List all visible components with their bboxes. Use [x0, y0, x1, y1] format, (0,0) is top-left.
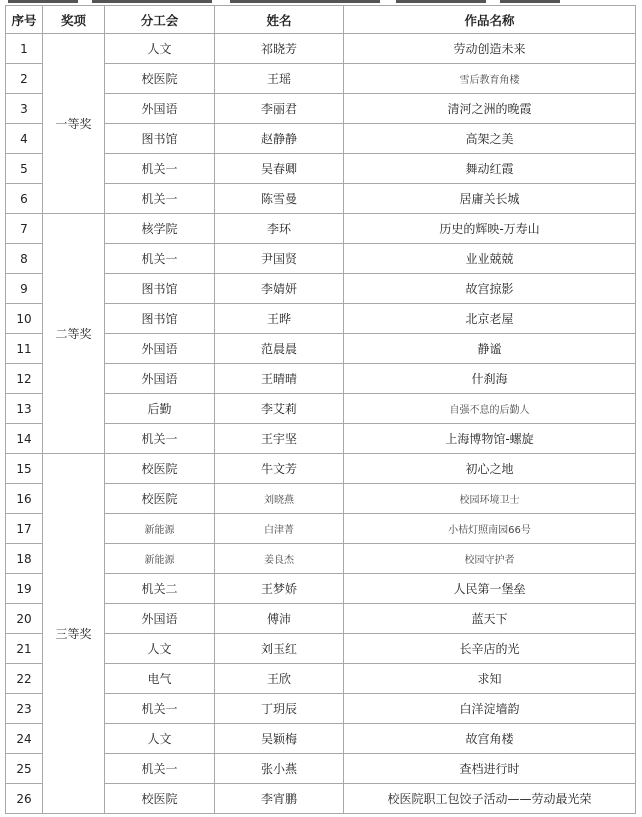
work-title: 蓝天下 [344, 604, 636, 634]
union-branch: 新能源 [105, 514, 215, 544]
person-name: 刘晓燕 [215, 484, 344, 514]
person-name: 刘玉红 [215, 634, 344, 664]
header-row [6, 6, 636, 34]
row-number: 25 [6, 754, 43, 784]
row-number: 2 [6, 64, 43, 94]
work-title: 舞动红霞 [344, 154, 636, 184]
union-branch: 新能源 [105, 544, 215, 574]
row-number: 23 [6, 694, 43, 724]
header-work: 作品名称 [344, 6, 636, 34]
work-title: 雪后教育角楼 [344, 64, 636, 94]
row-number: 26 [6, 784, 43, 814]
work-title: 北京老屋 [344, 304, 636, 334]
person-name: 吴春卿 [215, 154, 344, 184]
person-name: 赵静静 [215, 124, 344, 154]
work-title: 自强不息的后勤人 [344, 394, 636, 424]
union-branch: 外国语 [105, 364, 215, 394]
awards-table [5, 5, 636, 814]
union-branch: 机关一 [105, 424, 215, 454]
work-title: 求知 [344, 664, 636, 694]
row-number: 16 [6, 484, 43, 514]
union-branch: 校医院 [105, 454, 215, 484]
cropped-text-strip [0, 0, 642, 4]
person-name: 白津菁 [215, 514, 344, 544]
person-name: 王欣 [215, 664, 344, 694]
union-branch: 机关二 [105, 574, 215, 604]
work-title: 故宫角楼 [344, 724, 636, 754]
work-title: 劳动创造未来 [344, 34, 636, 64]
row-number: 22 [6, 664, 43, 694]
person-name: 王晔 [215, 304, 344, 334]
work-title: 小桔灯照南园66号 [344, 514, 636, 544]
union-branch: 机关一 [105, 244, 215, 274]
person-name: 祁晓芳 [215, 34, 344, 64]
person-name: 陈雪曼 [215, 184, 344, 214]
union-branch: 外国语 [105, 604, 215, 634]
union-branch: 人文 [105, 34, 215, 64]
work-title: 白洋淀墙韵 [344, 694, 636, 724]
person-name: 李宵鹏 [215, 784, 344, 814]
table-row [6, 214, 636, 244]
work-title: 校医院职工包饺子活动——劳动最光荣 [344, 784, 636, 814]
union-branch: 校医院 [105, 64, 215, 94]
work-title: 上海博物馆-螺旋 [344, 424, 636, 454]
union-branch: 校医院 [105, 484, 215, 514]
row-number: 8 [6, 244, 43, 274]
union-branch: 核学院 [105, 214, 215, 244]
row-number: 18 [6, 544, 43, 574]
row-number: 7 [6, 214, 43, 244]
work-title: 校园环境卫士 [344, 484, 636, 514]
work-title: 查档进行时 [344, 754, 636, 784]
union-branch: 校医院 [105, 784, 215, 814]
union-branch: 图书馆 [105, 304, 215, 334]
person-name: 傅沛 [215, 604, 344, 634]
row-number: 3 [6, 94, 43, 124]
header-award: 奖项 [43, 6, 105, 34]
row-number: 12 [6, 364, 43, 394]
row-number: 21 [6, 634, 43, 664]
row-number: 20 [6, 604, 43, 634]
person-name: 吴颖梅 [215, 724, 344, 754]
header-unit: 分工会 [105, 6, 215, 34]
union-branch: 机关一 [105, 184, 215, 214]
person-name: 李丽君 [215, 94, 344, 124]
row-number: 5 [6, 154, 43, 184]
union-branch: 电气 [105, 664, 215, 694]
row-number: 6 [6, 184, 43, 214]
union-branch: 人文 [105, 724, 215, 754]
person-name: 王宇坚 [215, 424, 344, 454]
work-title: 长辛店的光 [344, 634, 636, 664]
row-number: 13 [6, 394, 43, 424]
union-branch: 图书馆 [105, 124, 215, 154]
person-name: 王晴晴 [215, 364, 344, 394]
work-title: 故宫掠影 [344, 274, 636, 304]
union-branch: 机关一 [105, 754, 215, 784]
award-level: 二等奖 [43, 214, 105, 454]
header-no: 序号 [6, 6, 43, 34]
header-name: 姓名 [215, 6, 344, 34]
person-name: 范晨晨 [215, 334, 344, 364]
union-branch: 后勤 [105, 394, 215, 424]
person-name: 王梦娇 [215, 574, 344, 604]
row-number: 10 [6, 304, 43, 334]
person-name: 李婧妍 [215, 274, 344, 304]
work-title: 什刹海 [344, 364, 636, 394]
person-name: 丁玥辰 [215, 694, 344, 724]
person-name: 姜良杰 [215, 544, 344, 574]
work-title: 居庸关长城 [344, 184, 636, 214]
work-title: 校园守护者 [344, 544, 636, 574]
work-title: 历史的辉映-万寿山 [344, 214, 636, 244]
union-branch: 外国语 [105, 334, 215, 364]
work-title: 人民第一堡垒 [344, 574, 636, 604]
work-title: 高架之美 [344, 124, 636, 154]
union-branch: 外国语 [105, 94, 215, 124]
person-name: 李环 [215, 214, 344, 244]
row-number: 4 [6, 124, 43, 154]
work-title: 清河之洲的晚霞 [344, 94, 636, 124]
union-branch: 机关一 [105, 154, 215, 184]
table-row [6, 34, 636, 64]
person-name: 李艾莉 [215, 394, 344, 424]
row-number: 24 [6, 724, 43, 754]
row-number: 1 [6, 34, 43, 64]
union-branch: 图书馆 [105, 274, 215, 304]
row-number: 15 [6, 454, 43, 484]
work-title: 业业兢兢 [344, 244, 636, 274]
row-number: 9 [6, 274, 43, 304]
row-number: 14 [6, 424, 43, 454]
person-name: 张小燕 [215, 754, 344, 784]
award-level: 一等奖 [43, 34, 105, 214]
row-number: 19 [6, 574, 43, 604]
person-name: 牛文芳 [215, 454, 344, 484]
work-title: 静谧 [344, 334, 636, 364]
work-title: 初心之地 [344, 454, 636, 484]
row-number: 17 [6, 514, 43, 544]
award-level: 三等奖 [43, 454, 105, 814]
person-name: 王瑶 [215, 64, 344, 94]
union-branch: 机关一 [105, 694, 215, 724]
union-branch: 人文 [105, 634, 215, 664]
person-name: 尹国贤 [215, 244, 344, 274]
table-row [6, 454, 636, 484]
row-number: 11 [6, 334, 43, 364]
